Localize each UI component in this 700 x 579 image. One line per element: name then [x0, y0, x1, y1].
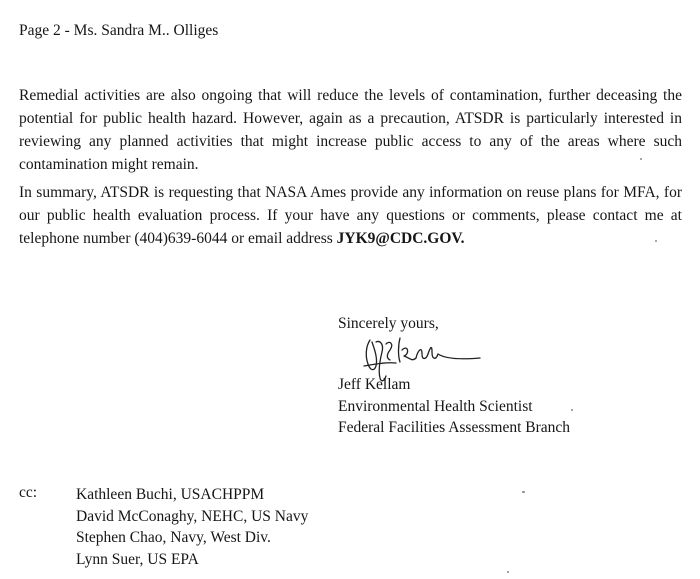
signer-title: Environmental Health Scientist	[338, 398, 533, 415]
body-paragraph-2	[19, 181, 682, 250]
scan-speck	[640, 158, 642, 160]
email-address: JYK9@CDC.GOV.	[336, 230, 465, 247]
cc-list	[76, 484, 308, 570]
scan-speck	[522, 491, 525, 493]
cc-label: cc:	[19, 484, 38, 501]
cc-recipient: Stephen Chao, Navy, West Div.	[76, 529, 271, 546]
cc-recipient: Lynn Suer, US EPA	[76, 550, 199, 568]
cc-recipient: David McConaghy, NEHC, US Navy	[76, 507, 309, 525]
body-paragraph-2-text: In summary, ATSDR is requesting that NASA Ames provide any information on reuse plans for MFA, for our public health evaluation process. If your have any questions or comments, please contact me at telephone number (404)639-6044 or email address	[19, 184, 682, 247]
scan-speck	[571, 409, 573, 411]
page-header: Page 2 - Ms. Sandra M.. Olliges	[19, 22, 219, 39]
cc-recipient: Kathleen Buchi, USACHPPM	[76, 486, 265, 503]
scan-speck	[507, 571, 509, 573]
body-paragraph-1: Remedial activities are also ongoing that will reduce the levels of contamination, further deceasing the potential for public health hazard. However, again as a precaution, ATSDR is particularly interested in reviewing any planned activities that might increase public access to any of the areas where such contamination might remain.	[19, 87, 682, 173]
signer-branch: Federal Facilities Assessment Branch	[338, 419, 571, 436]
signer-name: Jeff Kellam	[338, 376, 411, 393]
scan-speck	[655, 240, 657, 242]
closing-salutation: Sincerely yours,	[338, 315, 439, 332]
